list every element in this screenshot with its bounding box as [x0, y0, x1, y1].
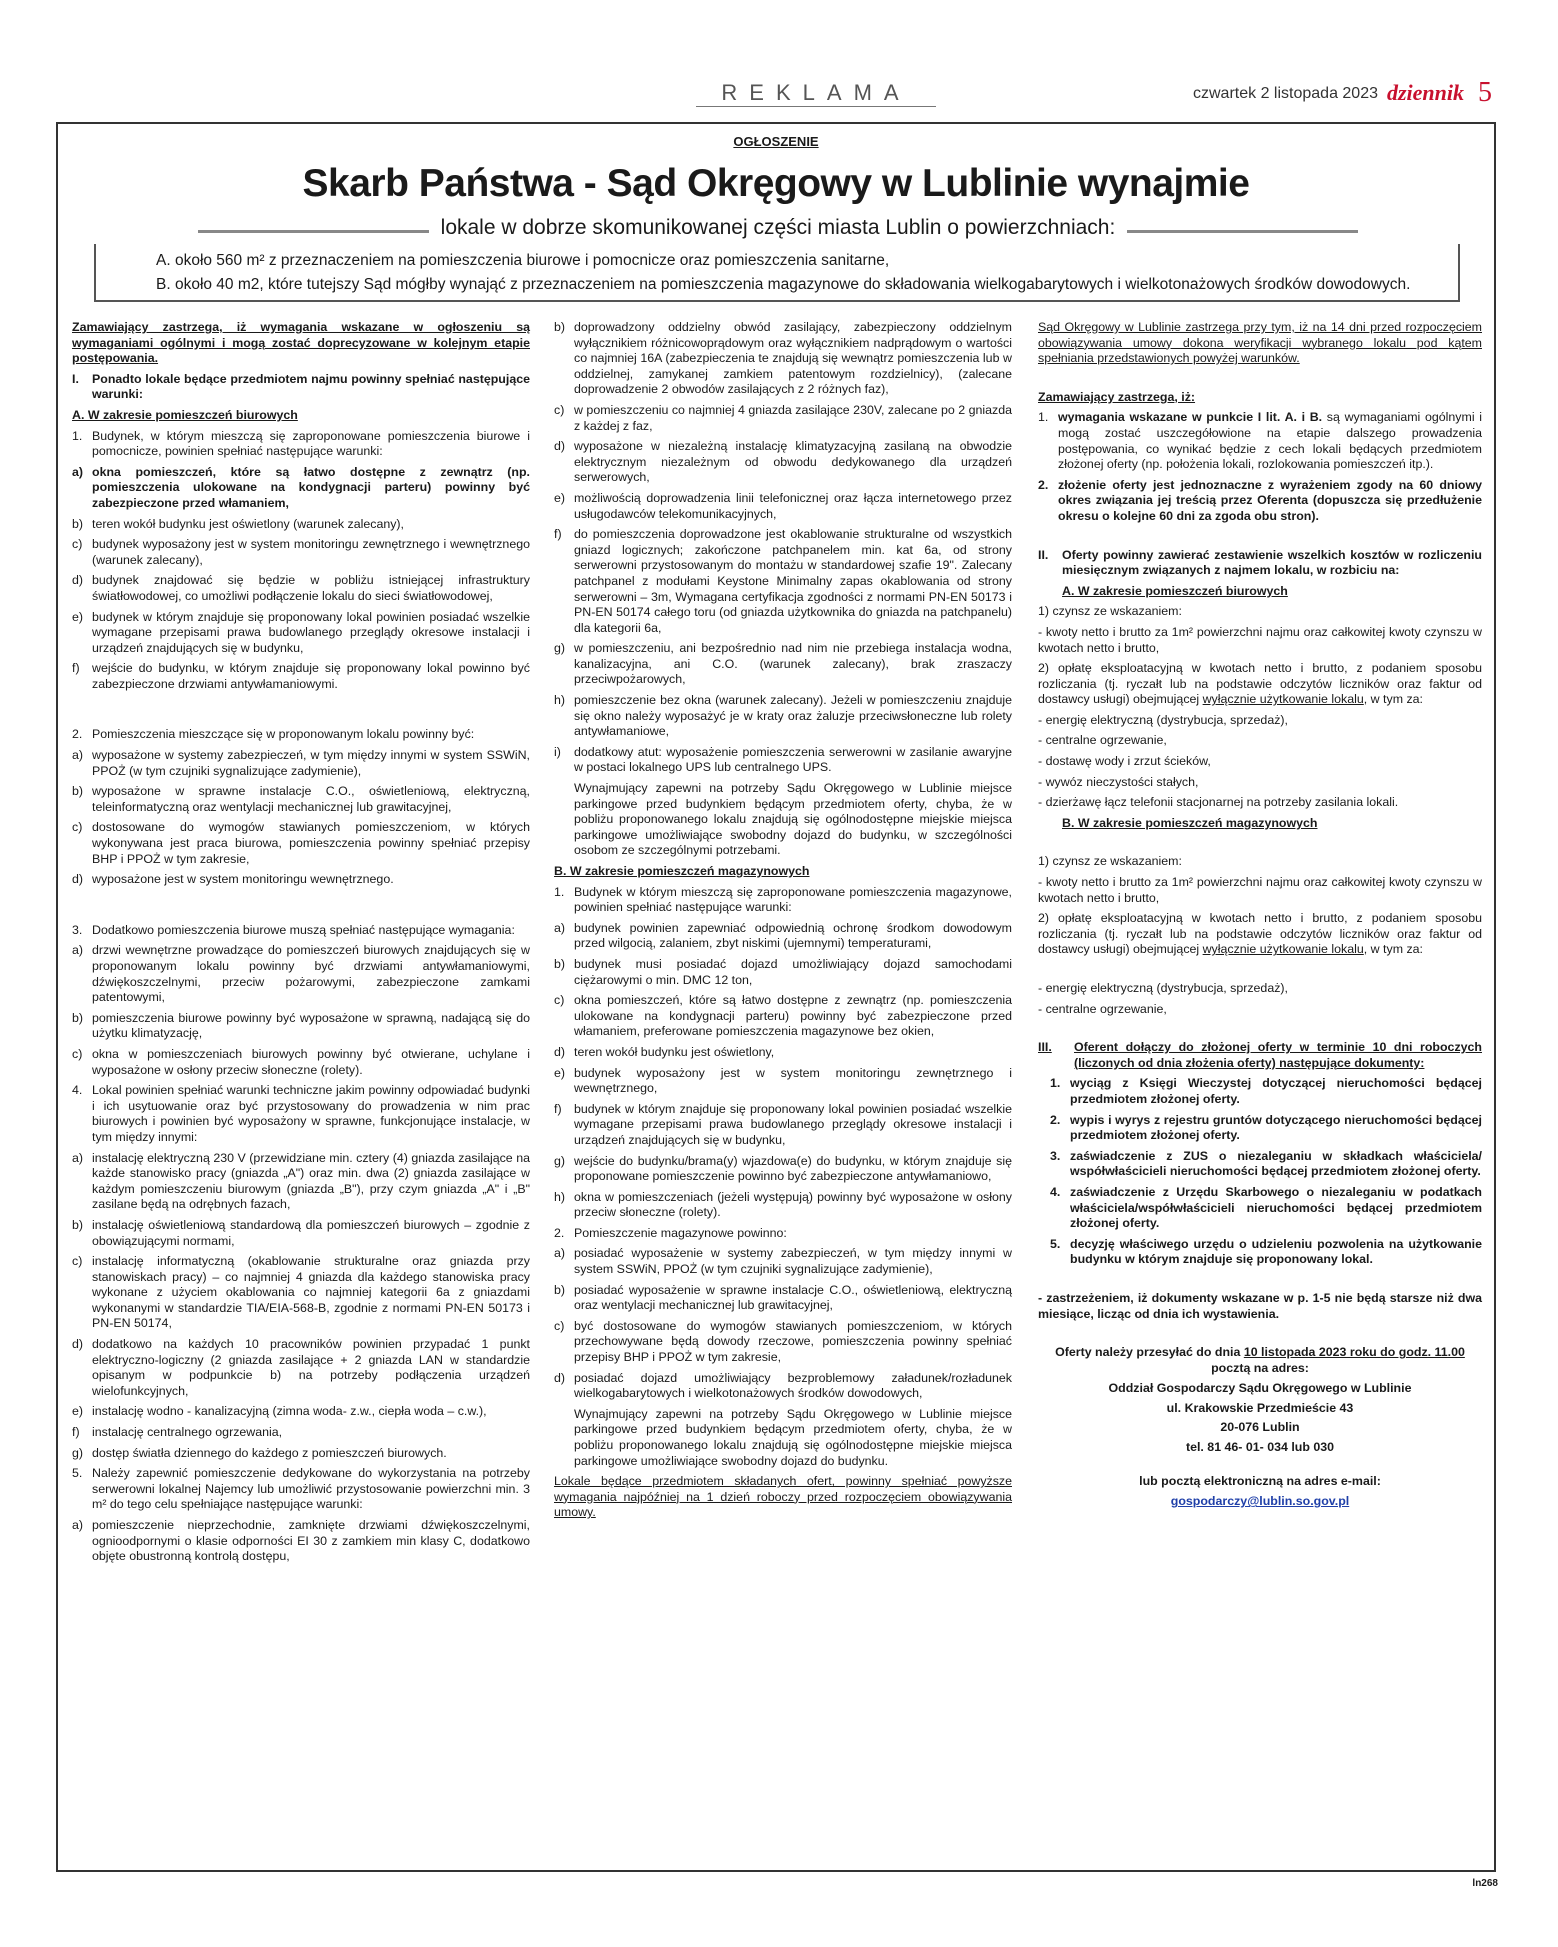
marker: 1.	[1050, 1076, 1061, 1091]
item-text: być dostosowane do wymogów stawianych pomieszczeniom, w których przechowywane będą dowody rzeczowe, pomieszczenia powinny spełniać przepisy BHP i PPOŻ w tym zakresie,	[574, 1318, 1012, 1365]
list-item	[554, 1102, 1012, 1149]
item-text: posiadać wyposażenie w sprawne instalacje C.O., oświetleniową, elektryczną oraz wentylacji mechanicznej lub grawitacyjnej,	[574, 1282, 1012, 1313]
marker: II.	[1038, 547, 1049, 562]
parking-note-2: Wynajmujący zapewni na potrzeby Sądu Okręgowego w Lublinie miejsce parkingowe przed budynkiem będącym przedmiotem oferty, chyba, że w pobliżu proponowanego lokalu znajdują się ogólnodostępne miejskie miejsca parkingowe umożliwiające swobodny dojazd do budynku.	[574, 1406, 1012, 1468]
list-item	[72, 1466, 530, 1513]
marker: d)	[72, 1337, 84, 1352]
list-item	[72, 372, 530, 403]
list-item	[554, 1045, 1012, 1061]
list-item	[72, 820, 530, 867]
list-item	[72, 1011, 530, 1042]
item-lead: wymagania wskazane w punkcie I lit. A. i B.	[1058, 410, 1323, 425]
advertisement-frame	[56, 122, 1496, 1872]
item-text: teren wokół budynku jest oświetlony,	[574, 1044, 775, 1059]
list-item	[72, 1254, 530, 1332]
item-text: Należy zapewnić pomieszczenie dedykowane do wykorzystania na potrzeby serwerowni lokalnej Najemcy lub umożliwić przystosowanie powierzchni min. 3 m² do tego celu spełniające następujące warunki:	[92, 1466, 530, 1512]
marker: 1.	[554, 884, 565, 899]
item-text: budynek musi posiadać dojazd umożliwiający dojazd samochodami ciężarowymi o min. DMC 12 ton,	[574, 956, 1012, 987]
reservation-heading: Zamawiający zastrzega, iż:	[1038, 389, 1196, 404]
item-text: wyposażone w systemy zabezpieczeń, w tym między innymi w system SSWiN, PPOŻ (w tym czujniki sygnalizujące zadymienie),	[92, 748, 530, 778]
marker: b)	[72, 1010, 84, 1025]
marker: b)	[72, 516, 84, 531]
email-lead: lub pocztą elektroniczną na adres e-mail:	[1139, 1473, 1381, 1488]
list-item	[72, 610, 530, 657]
item-text: wejście do budynku/brama(y) wjazdowa(e) do budynku, w którym znajduje się proponowane pomieszczenie powinno być zabezpieczone antywłamaniowo,	[574, 1153, 1012, 1184]
item-text: zaświadczenie z Urzędu Skarbowego o niezaleganiu w podatkach właściciela/współwłaścicieli nieruchomości będącej przedmiotem złożonej oferty.	[1070, 1184, 1482, 1231]
marker: 5.	[1050, 1236, 1061, 1251]
marker: 1.	[72, 428, 83, 443]
item-text: posiadać dojazd umożliwiający bezproblemowy załadunek/rozładunek wielkogabarytowych i wielkotonażowych środków dowodowych,	[574, 1370, 1012, 1401]
list-item	[72, 748, 530, 779]
marker: d)	[72, 872, 84, 887]
ad-label: OGŁOSZENIE	[733, 134, 819, 149]
rent-line: 1) czynsz ze wskazaniem:	[1038, 604, 1182, 619]
section-rule	[696, 106, 936, 107]
option-a: A. około 560 m² z przeznaczeniem na pomieszczenia biurowe i pomocnicze oraz pomieszczenia sanitarne,	[156, 252, 890, 269]
column-middle	[554, 320, 1012, 1526]
item-text: wyposażone w niezależną instalację klimatyzacyjną zasilaną na obwodzie elektrycznym niezależnym od obwodu dedykowanego dla urządzeń serwerowych,	[574, 439, 1012, 485]
subhead-row	[198, 216, 1358, 244]
item-text: posiadać wyposażenie w systemy zabezpieczeń, w tym między innymi w system SSWiN, PPOŻ (w tym czujniki sygnalizujące zadymienie),	[574, 1246, 1012, 1277]
cost-item: - dostawę wody i zrzut ścieków,	[1038, 754, 1211, 769]
item-text: okna w pomieszczeniach biurowych powinny być otwierane, uchylane i wyposażone w osłony przeciw słoneczne (rolety).	[92, 1046, 530, 1077]
list-item	[554, 527, 1012, 636]
marker: b)	[72, 784, 84, 799]
list-item	[1038, 478, 1482, 525]
item-text: okna w pomieszczeniach (jeżeli występują) powinny być wyposażone w osłony przeciw słoneczne (rolety).	[574, 1189, 1012, 1220]
ad-code: ln268	[1472, 1878, 1498, 1889]
marker: a)	[554, 1246, 566, 1261]
list-item	[72, 1518, 530, 1565]
item-text: do pomieszczenia doprowadzone jest okablowanie strukturalne od wszystkich gniazd logicznych; zakończone patchpanelem min. kat 6a, od strony serwerowni przystosowanym do montażu w standardowej szafie 19". Zalecany patchpanel z modułami Keystone Minimalny zapas okablowania od strony serwerowni – 3m, Wymagana certyfikacja zgodności z normami PN-EN 50173 i PN-EN 50174 całego toru (od gniazda użytkownika do gniazda na patchpanelu) dla kategorii 6a,	[574, 527, 1012, 635]
item-text: Oferty powinny zawierać zestawienie wszelkich kosztów w rozliczeniu miesięcznym związanych z najmem lokalu, w rozbiciu na:	[1062, 547, 1482, 578]
option-b: B. około 40 m2, które tutejszy Sąd mógłby wynająć z przeznaczeniem na pomieszczenia magazynowe do składowania wielkogabarytowych i wielkotonażowych środków dowodowych.	[156, 276, 1411, 293]
deadline-text-end: pocztą na adres:	[1211, 1360, 1309, 1375]
item-text: Budynek w którym mieszczą się zaproponowane pomieszczenia magazynowe, powinien spełniać następujące warunki:	[574, 884, 1012, 915]
list-item	[554, 1283, 1012, 1314]
marker: f)	[554, 527, 562, 542]
list-item	[554, 439, 1012, 486]
marker: e)	[72, 1404, 84, 1419]
item-rest: są wymaganiami ogólnymi i mogą zostać uszczegółowione na etapie dalszego prowadzenia postępowania, co wynikać będzie z cech lokali będących przedmiotem złożonej oferty (np. położenia lokali, rozlokowania pomieszczeń itp.).	[1058, 410, 1482, 472]
list-item	[554, 921, 1012, 952]
list-item	[72, 517, 530, 533]
item-text: wyciąg z Księgi Wieczystej dotyczącej nieruchomości będącej przedmiotem złożonej oferty.	[1070, 1076, 1482, 1106]
fee-line	[1038, 661, 1482, 708]
marker: 3.	[72, 922, 83, 937]
fee-text-end: , w tym za:	[1363, 692, 1423, 707]
marker: 3.	[1050, 1148, 1061, 1163]
item-text: w pomieszczeniu co najmniej 4 gniazda zasilające 230V, zalecane po 2 gniazda z każdej z faz,	[574, 402, 1012, 433]
list-item	[554, 885, 1012, 916]
list-item	[554, 1371, 1012, 1402]
email-wrap	[1038, 1494, 1482, 1510]
marker: c)	[72, 1046, 83, 1061]
list-item	[1038, 548, 1482, 579]
cost-item: - centralne ogrzewanie,	[1038, 1001, 1167, 1016]
item-text: wyposażone jest w system monitoringu wewnętrznego.	[92, 872, 394, 887]
marker: f)	[72, 661, 80, 676]
marker: a)	[72, 1518, 84, 1532]
section-label: REKLAMA	[721, 80, 911, 105]
list-item	[554, 403, 1012, 434]
list-item	[554, 1226, 1012, 1242]
marker: 2.	[72, 727, 83, 742]
list-item	[72, 1083, 530, 1145]
list-item	[554, 1246, 1012, 1277]
marker: e)	[554, 490, 566, 505]
list-item	[554, 1319, 1012, 1366]
list-item	[72, 1337, 530, 1399]
item-text: złożenie oferty jest jednoznaczne z wyrażeniem zgody na 60 dniowy okres związania jej treścią przez Oferenta (dopuszcza się przedłużenie okresu o kolejne 60 dni za zgoda obu stron).	[1058, 477, 1482, 523]
item-text: drzwi wewnętrzne prowadzące do pomieszczeń biurowych znajdujących się w proponowanym lokalu powinny być drzwiami antywłamaniowymi, dźwiękoszczelnymi, przeciw pożarowymi, zabezpieczone zamkami patentowymi,	[92, 943, 530, 1005]
subhead: lokale w dobrze skomunikowanej części miasta Lublin o powierzchniach:	[429, 216, 1128, 239]
closing-note: Lokale będące przedmiotem składanych ofert, powinny spełniać powyższe wymagania najpóźniej na 1 dzień roboczy przed rozpoczęciem obowiązywania umowy.	[554, 1474, 1012, 1520]
marker: d)	[554, 1370, 566, 1385]
list-item	[72, 1151, 530, 1213]
list-item	[72, 573, 530, 604]
list-item	[1038, 1040, 1482, 1071]
list-item	[554, 1190, 1012, 1221]
list-item	[72, 1047, 530, 1078]
cost-item: - wywóz nieczystości stałych,	[1038, 774, 1199, 789]
item-text: budynek wyposażony jest w system monitoringu zewnętrznego i wewnętrznego (warunek zalecany),	[92, 537, 530, 567]
list-item	[72, 429, 530, 460]
list-item	[554, 957, 1012, 988]
cost-item: - centralne ogrzewanie,	[1038, 733, 1167, 748]
deadline	[1038, 1345, 1482, 1376]
list-item	[1038, 1185, 1482, 1232]
cost-item: - energię elektryczną (dystrybucja, sprzedaż),	[1038, 712, 1288, 727]
section-heading: A. W zakresie pomieszczeń biurowych	[72, 407, 298, 422]
item-text: instalację informatyczną (okablowanie strukturalne oraz gniazda przy stanowiskach pracy) – co najmniej 4 gniazda dla każdego stanowiska pracy wykonane z użyciem okablowania co najmniej kategorii 6a z gniazdami wykonanymi w standardzie TIA/EIA-568-B, zgodnie z normami PN-EN 50173 i PN-EN 50174,	[92, 1254, 530, 1331]
item-text: wypis i wyrys z rejestru gruntów dotyczącego nieruchomości będącej przedmiotem złożonej oferty.	[1070, 1112, 1482, 1143]
list-item	[72, 943, 530, 1005]
item-text: dodatkowo na każdych 10 pracowników powinien przypadać 1 punkt elektryczno-logiczny (2 gniazda zasilające + 2 gniazda LAN w standardzie opisanym w podpunkcie b) na potrzeby podłączenia urządzeń wielofunkcyjnych,	[92, 1337, 530, 1398]
item-text: budynek w którym znajduje się proponowany lokal powinien posiadać wszelkie wymagane przepisami prawa budowlanego przeglądy okresowe instalacji i urządzeń znajdujących się w budynku,	[574, 1101, 1012, 1147]
item-text: Oferent dołączy do złożonej oferty w terminie 10 dni roboczych (liczonych od dnia złożenia oferty) następujące dokumenty:	[1074, 1040, 1482, 1070]
cost-item: - dzierżawę łącz telefonii stacjonarnej na potrzeby zasilania lokali.	[1038, 795, 1399, 810]
document-age-note: - zastrzeżeniem, iż dokumenty wskazane w p. 1-5 nie będą starsze niż dwa miesiące, licząc od dnia ich wystawienia.	[1038, 1290, 1482, 1321]
marker: 4.	[72, 1083, 83, 1098]
marker: III.	[1038, 1040, 1052, 1055]
address-line: 20-076 Lublin	[1220, 1420, 1300, 1435]
item-text: budynek powinien zapewniać odpowiednią ochronę środkom dowodowym przed wilgocią, zalaniem, zbyt niskimi (ujemnymi) temperaturami,	[574, 920, 1012, 951]
item-text: okna pomieszczeń, które są łatwo dostępne z zewnątrz (np. pomieszczenia ulokowane na kondygnacji parteru) powinny być zabezpieczone przed włamaniem,	[92, 464, 530, 510]
item-text: okna pomieszczeń, które są łatwo dostępne z zewnątrz (np. pomieszczenia ulokowane na kondygnacji parteru) powinny być zabezpieczone przed włamaniem, preferowane pomieszczenia magazynowe bez okien,	[574, 993, 1012, 1039]
masthead	[56, 77, 1496, 108]
list-item	[554, 993, 1012, 1040]
column-left	[72, 320, 530, 1570]
item-text: instalację wodno - kanalizacyjną (zimna woda- z.w., ciepła woda – c.w.),	[92, 1404, 487, 1419]
fee-text: 2) opłatę eksploatacyjną w kwotach netto i brutto, z podaniem sposobu rozliczania (tj. ryczałt lub na podstawie odczytów liczników oraz faktur od dostawcy usługi) obejmującej	[1038, 911, 1482, 957]
list-item	[72, 465, 530, 512]
deadline-date: 10 listopada 2023 roku do godz. 11.00	[1243, 1345, 1465, 1360]
fee-text-end: , w tym za:	[1363, 942, 1423, 957]
marker: d)	[554, 1044, 566, 1059]
item-text: dodatkowy atut: wyposażenie pomieszczenia serwerowni w zasilanie awaryjne w postaci lokalnego UPS lub centralnego UPS.	[574, 744, 1012, 775]
section-heading: B. W zakresie pomieszczeń magazynowych	[554, 864, 810, 878]
marker: e)	[72, 609, 84, 624]
page-number: 5	[1478, 77, 1492, 108]
marker: 2.	[1038, 477, 1049, 492]
marker: e)	[554, 1065, 566, 1080]
marker: g)	[72, 1445, 84, 1460]
item-text: Pomieszczenia mieszczące się w proponowanym lokalu powinny być:	[92, 727, 475, 742]
marker: a)	[72, 748, 84, 763]
list-item	[1038, 410, 1482, 472]
list-item	[72, 923, 530, 939]
marker: c)	[554, 402, 565, 417]
fee-text: 2) opłatę eksploatacyjną w kwotach netto i brutto, z podaniem sposobu rozliczania (tj. ryczałt lub na podstawie odczytów liczników oraz faktur od dostawcy usługi) obejmującej	[1038, 661, 1482, 707]
list-item	[554, 320, 1012, 398]
marker: 5.	[72, 1466, 83, 1481]
list-item	[72, 1446, 530, 1462]
marker: a)	[72, 1150, 84, 1165]
marker: g)	[554, 641, 566, 656]
item-text: budynek wyposażony jest w system monitoringu zewnętrznego i wewnętrznego,	[574, 1065, 1012, 1096]
marker: c)	[72, 1254, 83, 1269]
phone-line: tel. 81 46- 01- 034 lub 030	[1185, 1440, 1335, 1455]
marker: h)	[554, 1189, 566, 1204]
list-item	[1038, 1113, 1482, 1144]
item-text: wejście do budynku, w którym znajduje się proponowany lokal powinno być zabezpieczone drzwiami antywłamaniowymi.	[92, 661, 530, 691]
fee-line	[1038, 911, 1482, 958]
list-item	[554, 491, 1012, 522]
item-text: pomieszczenie bez okna (warunek zalecany). Jeżeli w pomieszczeniu znajduje się okno należy wyposażyć je w kraty oraz żaluzje przeciwsłoneczne lub rolety antywłamaniowe,	[574, 693, 1012, 739]
item-text: instalację centralnego ogrzewania,	[92, 1425, 283, 1440]
list-item	[72, 727, 530, 743]
marker: g)	[554, 1153, 566, 1168]
marker: d)	[72, 573, 84, 588]
item-text: decyzję właściwego urzędu o udzieleniu pozwolenia na użytkowanie budynku w którym znajduje się proponowany lokal.	[1070, 1236, 1482, 1267]
list-item	[72, 1404, 530, 1420]
item-text: teren wokół budynku jest oświetlony (warunek zalecany),	[92, 516, 404, 531]
marker: a)	[72, 943, 84, 958]
list-item	[554, 745, 1012, 776]
list-item	[1038, 1237, 1482, 1268]
marker: a)	[72, 464, 84, 479]
rent-line: 1) czynsz ze wskazaniem:	[1038, 854, 1182, 869]
item-text: dostosowane do wymogów stawianych pomieszczeniom, w których wykonywana jest praca biurowa, pomieszczenia powinny spełniać przepisy BHP i PPOŻ w tym zakresie,	[92, 820, 530, 866]
email-link[interactable]: gospodarczy@lublin.so.gov.pl	[1170, 1494, 1350, 1509]
marker: b)	[554, 956, 566, 971]
section-heading: B. W zakresie pomieszczeń magazynowych	[1062, 815, 1318, 830]
fee-emphasis: wyłącznie użytkowanie lokalu	[1202, 942, 1364, 957]
section-heading: A. W zakresie pomieszczeń biurowych	[1062, 583, 1288, 598]
item-text: dostęp światła dziennego do każdego z pomieszczeń biurowych.	[92, 1445, 447, 1460]
issue-date: czwartek 2 listopada 2023	[1193, 85, 1378, 102]
item-text: doprowadzony oddzielny obwód zasilający, zabezpieczony oddzielnym wyłącznikiem różnicowoprądowym oraz wyłącznikiem nadprądowym o wartości co najmniej 16A (zabezpieczenia te znajdują się wewnątrz pomieszczenia lub w oddzielnej, zamykanej zamkiem patentowym rozdzielnicy), (zalecane doprowadzenie 2 obwodów zasilających z 2 różnych faz),	[574, 320, 1012, 397]
marker: 2.	[554, 1225, 565, 1240]
marker: 4.	[1050, 1184, 1061, 1199]
list-item	[554, 693, 1012, 740]
marker: i)	[554, 744, 561, 759]
subhead-wrap	[198, 216, 1358, 240]
marker: 2.	[1050, 1112, 1061, 1127]
item-text	[1058, 410, 1482, 472]
list-item	[554, 1066, 1012, 1097]
marker: c)	[554, 993, 565, 1008]
item-text: pomieszczenie nieprzechodnie, zamknięte drzwiami dźwiękoszczelnymi, ognioodpornymi o klasie odporności EI 30 z zamkiem min klasy C, dodatkowo objęte obustronną kontrolą dostępu,	[92, 1518, 530, 1564]
item-text: Pomieszczenie magazynowe powinno:	[574, 1225, 787, 1240]
list-item	[554, 641, 1012, 688]
item-text: instalację oświetleniową standardową dla pomieszczeń biurowych – zgodnie z obowiązującymi normami,	[92, 1217, 530, 1248]
list-item	[1038, 1076, 1482, 1107]
item-text: możliwością doprowadzenia linii telefonicznej oraz łącza internetowego przez usługodawców telekomunikacyjnych,	[574, 490, 1012, 521]
marker: c)	[554, 1318, 565, 1333]
brand-logo: dziennik	[1386, 80, 1464, 105]
list-item	[72, 872, 530, 888]
parking-note: Wynajmujący zapewni na potrzeby Sądu Okręgowego w Lublinie miejsce parkingowe przed budynkiem będącym przedmiotem oferty, chyba, że w pobliżu proponowanego lokalu znajdują się ogólnodostępne miejskie miejsca parkingowe umożliwiające swobodny dojazd do budynku, w szczególności osobom ze szczególnymi potrzebami.	[574, 781, 1012, 858]
marker: I.	[72, 371, 79, 386]
item-text: w pomieszczeniu, ani bezpośrednio nad nim nie przebiega instalacja wodna, kanalizacyjna, ani C.O. (warunek zalecany), brak zraszaczy przeciwpożarowych,	[574, 641, 1012, 687]
list-item	[72, 784, 530, 815]
item-text: Budynek, w którym mieszczą się zaproponowane pomieszczenia biurowe i pomocnicze, powinien spełniać następujące warunki:	[92, 428, 530, 459]
item-text: Ponadto lokale będące przedmiotem najmu powinny spełniać następujące warunki:	[92, 371, 530, 402]
rent-detail: - kwoty netto i brutto za 1m² powierzchni najmu oraz całkowitej kwoty czynszu w kwotach netto i brutto,	[1038, 875, 1482, 905]
cost-item: - energię elektryczną (dystrybucja, sprzedaż),	[1038, 981, 1288, 995]
marker: f)	[72, 1425, 80, 1440]
marker: 1.	[1038, 410, 1049, 425]
marker: b)	[554, 1282, 566, 1297]
item-text: budynek znajdować się będzie w pobliżu istniejącej infrastruktury światłowodowej, co umożliwi podłączenie lokalu do sieci światłowodowej,	[92, 573, 530, 603]
item-text: pomieszczenia biurowe powinny być wyposażone w sprawną, nadającą się do użytku klimatyzację,	[92, 1010, 530, 1041]
rent-detail: - kwoty netto i brutto za 1m² powierzchni najmu oraz całkowitej kwoty czynszu w kwotach netto i brutto,	[1038, 624, 1482, 655]
item-text: wyposażone w sprawne instalacje C.O., oświetleniową, elektryczną, teleinformatyczną oraz wentylacji mechanicznej lub grawitacyjnej,	[92, 784, 530, 814]
item-text: Dodatkowo pomieszczenia biurowe muszą spełniać następujące wymagania:	[92, 922, 515, 937]
fee-emphasis: wyłącznie użytkowanie lokalu	[1202, 692, 1364, 707]
list-item	[72, 661, 530, 692]
item-text: Lokal powinien spełniać warunki techniczne jakim powinny odpowiadać budynki i ich usytuowanie oraz być przystosowany do prowadzenia w nim prac biurowych i powinien być wyposażony w sprawne, funkcjonujące instalacje, w tym między innymi:	[92, 1083, 530, 1144]
marker: a)	[554, 920, 566, 935]
list-item	[72, 1218, 530, 1249]
marker: b)	[554, 320, 566, 334]
marker: b)	[72, 1217, 84, 1232]
marker: h)	[554, 693, 566, 708]
marker: f)	[554, 1101, 562, 1116]
address-line: ul. Krakowskie Przedmieście 43	[1166, 1400, 1354, 1415]
list-item	[554, 1154, 1012, 1185]
marker: d)	[554, 439, 566, 454]
address-line: Oddział Gospodarczy Sądu Okręgowego w Lublinie	[1108, 1381, 1412, 1396]
options-box	[94, 244, 1460, 302]
marker: c)	[72, 537, 83, 552]
intro: Zamawiający zastrzega, iż wymagania wskazane w ogłoszeniu są wymaganiami ogólnymi i mogą zostać doprecyzowane w kolejnym etapie postępowania.	[72, 320, 530, 366]
item-text: zaświadczenie z ZUS o niezaleganiu w składkach właściciela/ współwłaścicieli nieruchomości będącej przedmiotem złożonej oferty.	[1070, 1148, 1482, 1179]
item-text: instalację elektryczną 230 V (przewidziane min. cztery (4) gniazda zasilające na każde stanowisko pracy (gniazda „A") oraz min. dwa (2) gniazda zasilające w każdym pomieszczeniu biurowym (gniazda „B"), przy czym gniazda „A" i „B" zasilane będą na odrębnych fazach,	[92, 1150, 530, 1212]
marker: c)	[72, 820, 83, 835]
list-item	[72, 537, 530, 568]
list-item	[72, 1425, 530, 1441]
item-text: budynek w którym znajduje się proponowany lokal powinien posiadać wszelkie wymagane przepisami prawa budowlanego przeglądy okresowe instalacji i urządzeń znajdujących się w budynku,	[92, 609, 530, 655]
column-right	[1038, 320, 1482, 1515]
verification-note: Sąd Okręgowy w Lublinie zastrzega przy tym, iż na 14 dni przed rozpoczęciem obowiązywania umowy dokona weryfikacji wybranego lokalu pod kątem spełniania przedstawionych powyżej warunków.	[1038, 320, 1482, 366]
deadline-text: Oferty należy przesyłać do dnia	[1055, 1345, 1244, 1360]
list-item	[1038, 1149, 1482, 1180]
headline: Skarb Państwa - Sąd Okręgowy w Lublinie wynajmie	[302, 162, 1250, 205]
